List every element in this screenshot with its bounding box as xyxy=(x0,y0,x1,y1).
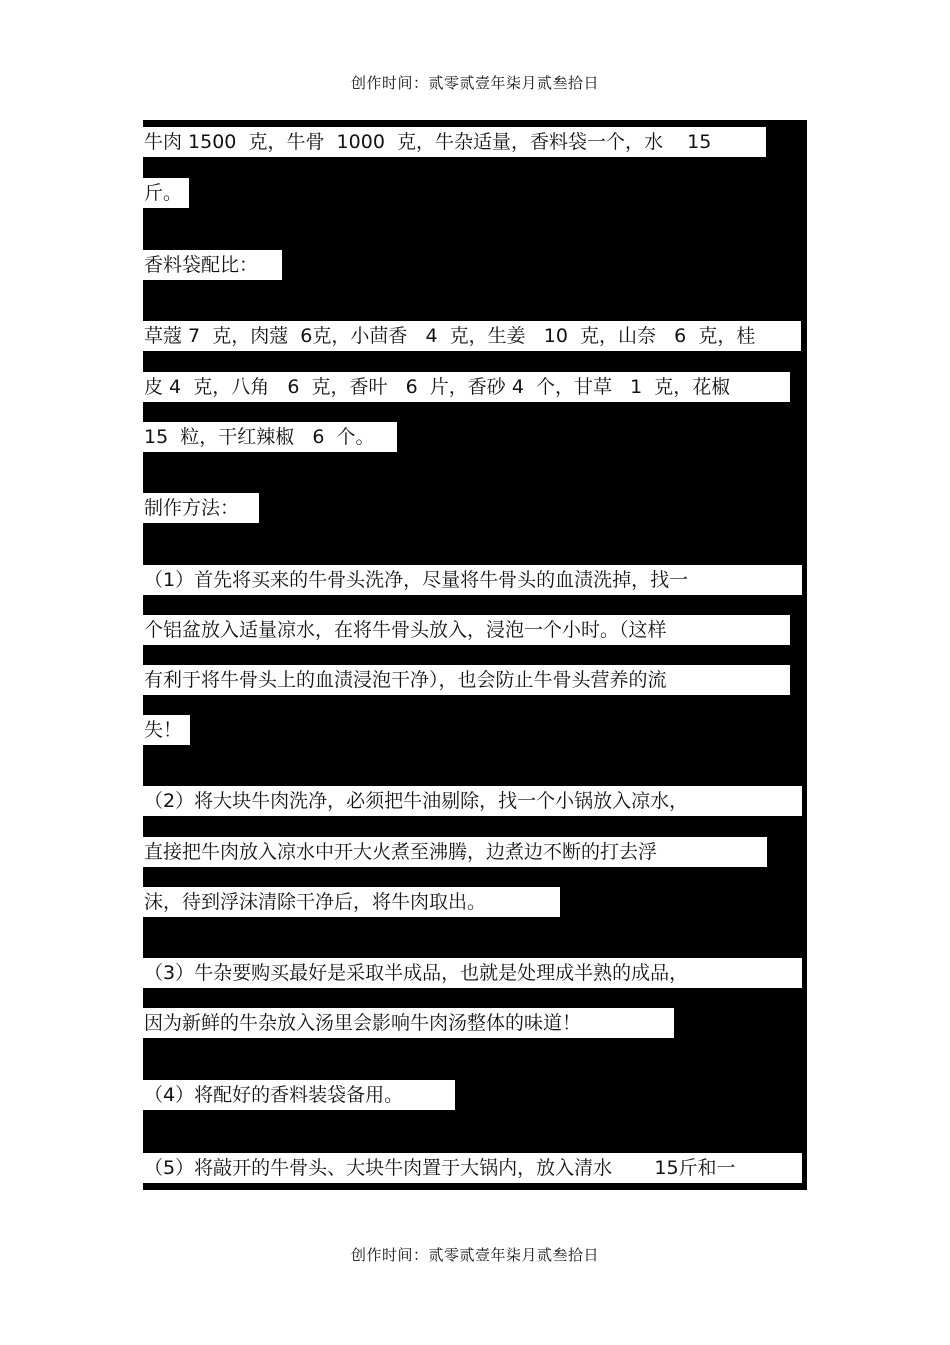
text-line: 失！ xyxy=(143,715,190,745)
text-line: （5）将敲开的牛骨头、大块牛肉置于大锅内，放入清水 15斤和一 xyxy=(143,1153,802,1183)
text-line: （1）首先将买来的牛骨头洗净，尽量将牛骨头的血渍洗掉，找一 xyxy=(143,565,802,595)
text-line: 因为新鲜的牛杂放入汤里会影响牛肉汤整体的味道！ xyxy=(143,1008,674,1038)
page-header-timestamp: 创作时间：贰零贰壹年柒月贰叁拾日 xyxy=(350,74,599,92)
text-line: （3）牛杂要购买最好是采取半成品，也就是处理成半熟的成品， xyxy=(143,958,802,988)
page-footer-timestamp: 创作时间：贰零贰壹年柒月贰叁拾日 xyxy=(350,1246,599,1264)
text-line: 个铝盆放入适量凉水，在将牛骨头放入，浸泡一个小时。（这样 xyxy=(143,615,790,645)
text-line: 15 粒，干红辣椒 6 个。 xyxy=(143,422,397,452)
text-line: 沫，待到浮沫清除干净后，将牛肉取出。 xyxy=(143,887,560,917)
text-line: 皮 4 克，八角 6 克，香叶 6 片，香砂 4 个，甘草 1 克，花椒 xyxy=(143,372,790,402)
text-line: 草蔻 7 克，肉蔻 6克，小茴香 4 克，生姜 10 克，山奈 6 克，桂 xyxy=(143,321,801,351)
text-line: 制作方法： xyxy=(143,493,259,523)
text-line: 牛肉 1500 克，牛骨 1000 克，牛杂适量，香料袋一个，水 15 xyxy=(143,127,766,157)
text-line: （2）将大块牛肉洗净，必须把牛油剔除，找一个小锅放入凉水， xyxy=(143,786,802,816)
text-line: 有利于将牛骨头上的血渍浸泡干净），也会防止牛骨头营养的流 xyxy=(143,665,790,695)
text-line: 香料袋配比： xyxy=(143,250,282,280)
text-line: （4）将配好的香料装袋备用。 xyxy=(143,1080,455,1110)
text-line: 直接把牛肉放入凉水中开大火煮至沸腾，边煮边不断的打去浮 xyxy=(143,837,767,867)
text-line: 斤。 xyxy=(143,178,189,208)
